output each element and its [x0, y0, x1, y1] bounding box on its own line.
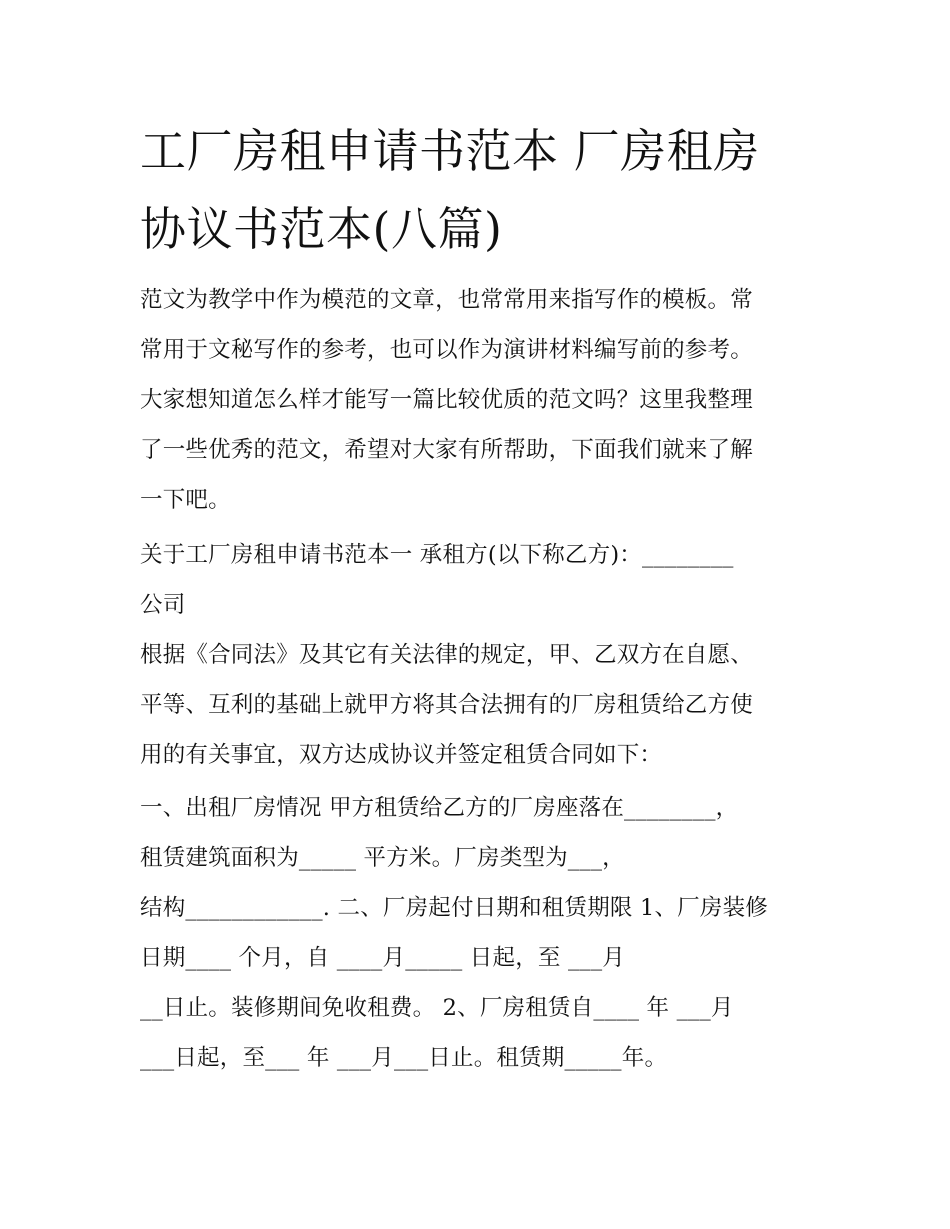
body-line-15: __日止。装修期间免收租费。 2、厂房租赁自____ 年 ___月 [140, 995, 734, 1021]
body-line-12: 租赁建筑面积为_____ 平方米。厂房类型为___， [140, 845, 625, 871]
body-line-7: 公司 [140, 592, 186, 618]
body-line-16: ___日起，至___ 年 ___月___日止。租赁期_____年。 [140, 1045, 668, 1071]
body-line-2: 常用于文秘写作的参考，也可以作为演讲材料编写前的参考。 [140, 337, 753, 363]
body-line-3: 大家想知道怎么样才能写一篇比较优质的范文吗？这里我整理 [140, 387, 753, 413]
body-line-5: 一下吧。 [140, 487, 231, 513]
document-title [140, 112, 820, 268]
body-line-13: 结构____________. 二、厂房起付日期和租赁期限 1、厂房装修 [140, 895, 768, 921]
body-line-4: 了一些优秀的范文，希望对大家有所帮助，下面我们就来了解 [140, 437, 753, 463]
body-line-1: 范文为教学中作为模范的文章，也常常用来指写作的模板。常 [140, 287, 753, 313]
document-title-line-2: 协议书范本(八篇) [140, 202, 503, 256]
body-line-8: 根据《合同法》及其它有关法律的规定，甲、乙双方在自愿、 [140, 642, 753, 668]
body-line-9: 平等、互利的基础上就甲方将其合法拥有的厂房租赁给乙方使 [140, 692, 753, 718]
body-line-6: 关于工厂房租申请书范本一 承租方(以下称乙方)：________ [140, 542, 734, 568]
body-line-11: 一、出租厂房情况 甲方租赁给乙方的厂房座落在________， [140, 795, 739, 821]
body-line-10: 用的有关事宜，双方达成协议并签定租赁合同如下： [140, 742, 663, 768]
body-line-14: 日期____ 个月，自 ____月_____ 日起，至 ___月 [140, 945, 626, 971]
document-title-line-1: 工厂房租申请书范本 厂房租房 [140, 124, 760, 178]
